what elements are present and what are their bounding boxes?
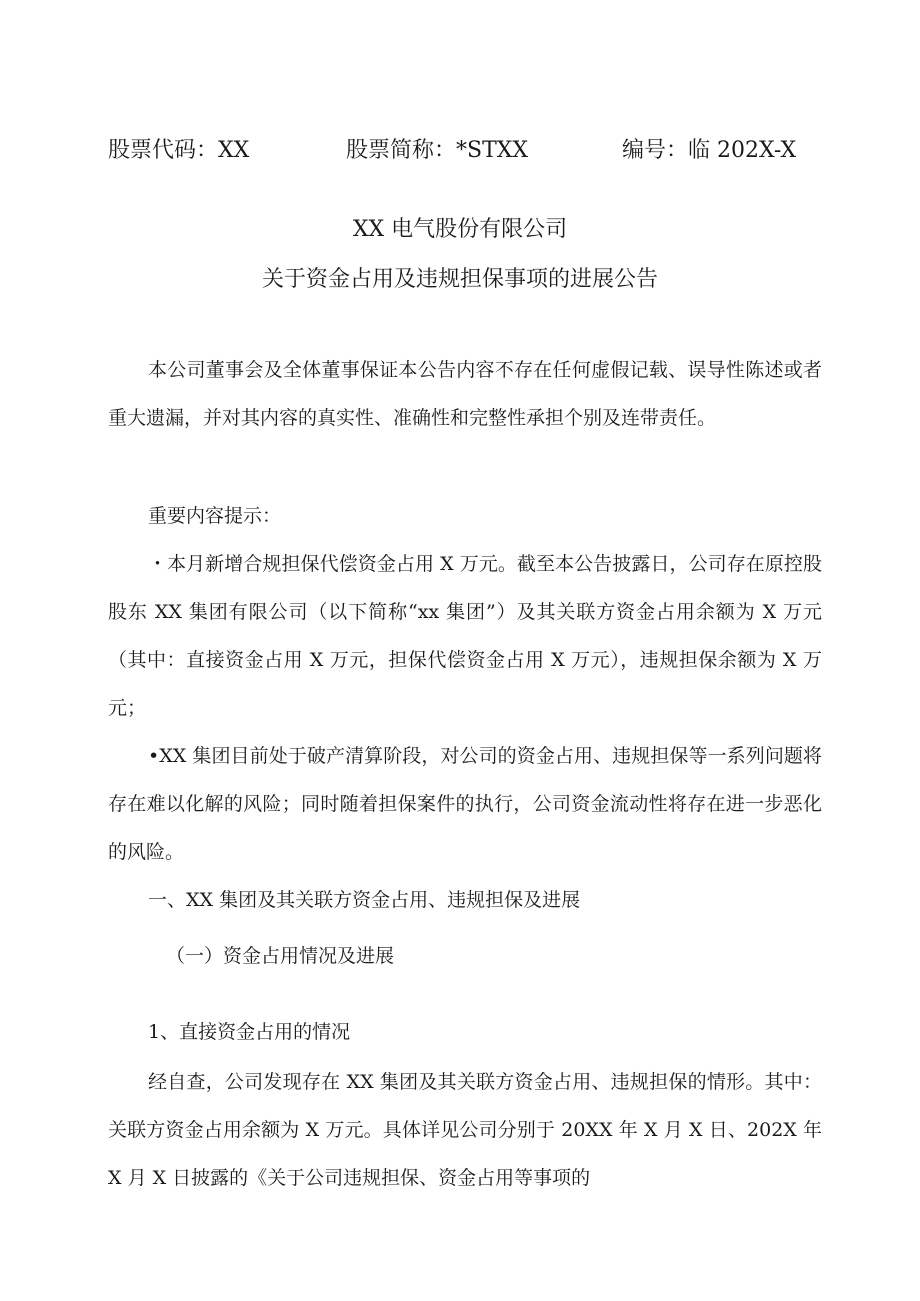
announcement-number: 编号：临 202X-X (622, 138, 797, 163)
company-name: XX 电气股份有限公司 (352, 217, 568, 242)
key-points-heading: 重要内容提示： (148, 505, 282, 527)
body-paragraph: 经自查，公司发现存在 XX 集团及其关联方资金占用、违规担保的情形。其中：关联方资金占用余额为 X 万元。具体详见公司分别于 20XX 年 X 月 X 日、202X 年 X 月 X 日披露的《关于公司违规担保、资金占用等事项的 (108, 1071, 822, 1189)
key-point-1: ・本月新增合规担保代偿资金占用 X 万元。截至本公告披露日，公司存在原控股股东 XX 集团有限公司（以下简称“xx 集团”）及其关联方资金占用余额为 X 万元（其中：直接资金占用 X 万元，担保代偿资金占用 X 万元），违规担保余额为 X 万元； (108, 553, 822, 719)
section-heading-1: 一、XX 集团及其关联方资金占用、违规担保及进展 (148, 889, 581, 911)
stock-abbreviation: 股票简称：*STXX (346, 138, 529, 163)
key-point-2: •XX 集团目前处于破产清算阶段，对公司的资金占用、违规担保等一系列问题将存在难以化解的风险；同时随着担保案件的执行，公司资金流动性将存在进一步恶化的风险。 (108, 745, 822, 863)
subsection-heading-1: （一）资金占用情况及进展 (166, 945, 395, 967)
announcement-title: 关于资金占用及违规担保事项的进展公告 (261, 267, 658, 292)
announcement-header (108, 133, 808, 173)
board-statement: 本公司董事会及全体董事保证本公告内容不存在任何虚假记载、误导性陈述或者重大遗漏，并对其内容的真实性、准确性和完整性承担个别及连带责任。 (108, 359, 822, 429)
item-heading-1: 1、直接资金占用的情况 (148, 1021, 351, 1043)
stock-code: 股票代码：XX (108, 138, 250, 163)
